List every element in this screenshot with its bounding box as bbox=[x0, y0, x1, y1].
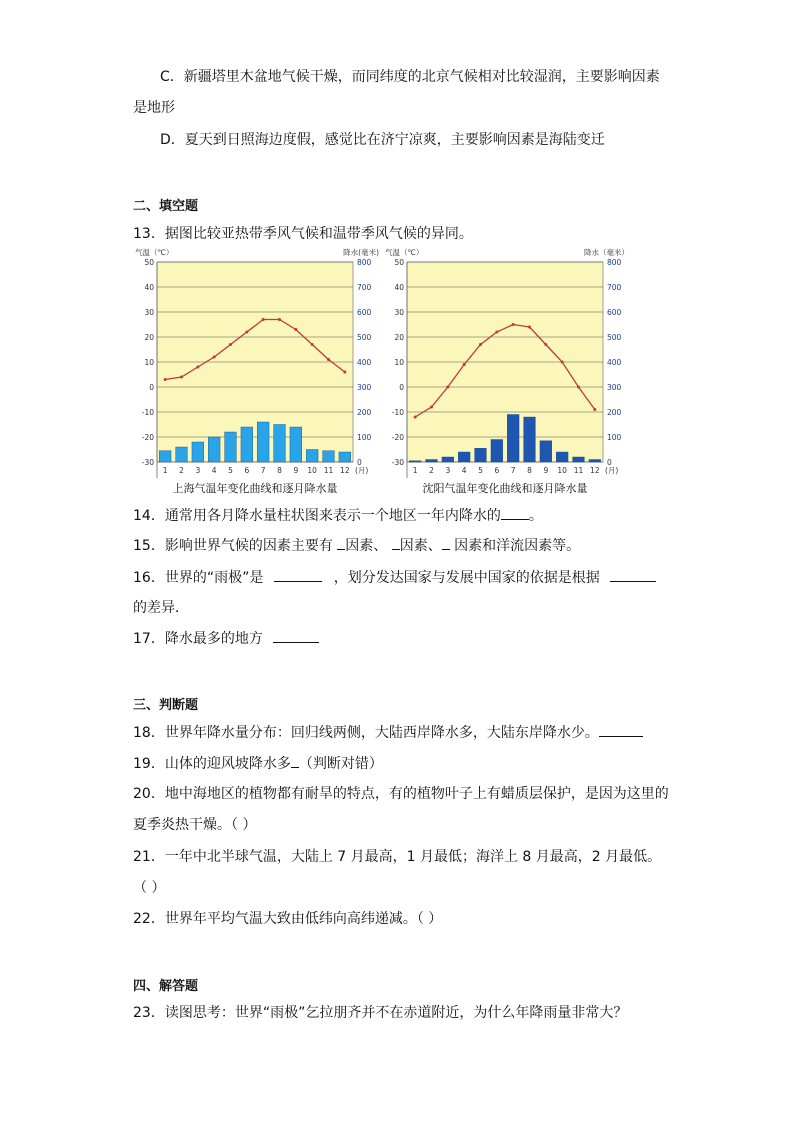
precip-tick-label: 300 bbox=[357, 383, 372, 392]
precip-bar bbox=[306, 450, 318, 463]
question-19-text-b: （判断对错） bbox=[298, 756, 383, 772]
question-16-text-b: ，划分发达国家与发展中国家的依据是根据 bbox=[333, 570, 605, 586]
precip-bar bbox=[323, 451, 335, 462]
precip-tick-label: 600 bbox=[607, 308, 622, 317]
temp-tick-label: -10 bbox=[391, 408, 404, 417]
temp-tick-label: 10 bbox=[394, 358, 404, 367]
question-15-text-b: 因素、 bbox=[345, 538, 392, 554]
temp-axis-label: 气温（℃） bbox=[385, 248, 424, 257]
question-18 bbox=[133, 722, 643, 743]
precip-tick-label: 700 bbox=[607, 283, 622, 292]
precip-bar bbox=[458, 452, 470, 462]
temperature-point bbox=[512, 323, 515, 326]
precip-tick-label: 400 bbox=[357, 358, 372, 367]
temp-tick-label: 0 bbox=[399, 383, 404, 392]
temp-tick-label: 50 bbox=[394, 258, 404, 267]
month-tick-label: 2 bbox=[429, 466, 434, 475]
temperature-point bbox=[544, 343, 547, 346]
month-unit-label: (月) bbox=[355, 466, 369, 475]
chart-title: 上海气温年变化曲线和逐月降水量 bbox=[172, 482, 338, 495]
option-d: D．夏天到日照海边度假，感觉比在济宁凉爽，主要影响因素是海陆变迁 bbox=[160, 132, 605, 148]
precip-bar bbox=[524, 417, 536, 462]
temperature-point bbox=[414, 416, 417, 419]
question-14-text: 14．通常用各月降水量柱状图来表示一个地区一年内降水的 bbox=[133, 508, 501, 524]
precip-tick-label: 300 bbox=[607, 383, 622, 392]
month-tick-label: 7 bbox=[260, 466, 266, 475]
temp-tick-label: 30 bbox=[394, 308, 404, 317]
precip-tick-label: 400 bbox=[607, 358, 622, 367]
answer-blank-18[interactable] bbox=[599, 722, 643, 737]
precip-bar bbox=[339, 452, 351, 462]
chart-shenyang bbox=[383, 246, 633, 502]
answer-blank-14[interactable] bbox=[501, 505, 529, 520]
month-tick-label: 10 bbox=[557, 466, 567, 475]
temperature-point bbox=[479, 343, 482, 346]
month-tick-label: 12 bbox=[340, 466, 350, 475]
precip-tick-label: 600 bbox=[357, 308, 372, 317]
temperature-point bbox=[495, 331, 498, 334]
temp-tick-label: 20 bbox=[394, 333, 404, 342]
temperature-point bbox=[430, 406, 433, 409]
option-c-line2: 是地形 bbox=[133, 100, 175, 116]
precip-tick-label: 100 bbox=[357, 433, 372, 442]
temp-tick-label: -20 bbox=[391, 433, 404, 442]
question-16-line2: 的差异． bbox=[133, 600, 189, 616]
month-tick-label: 11 bbox=[323, 466, 334, 475]
precip-tick-label: 200 bbox=[607, 408, 622, 417]
precip-tick-label: 200 bbox=[357, 408, 372, 417]
question-17 bbox=[133, 628, 319, 649]
question-19-text-a: 19．山体的迎风坡降水多 bbox=[133, 756, 291, 772]
section-heading-true-false: 三、判断题 bbox=[133, 698, 199, 713]
precip-tick-label: 800 bbox=[607, 258, 622, 267]
answer-blank-15b[interactable] bbox=[392, 535, 400, 550]
chart-title: 沈阳气温年变化曲线和逐月降水量 bbox=[422, 482, 588, 495]
month-tick-label: 9 bbox=[293, 466, 299, 475]
temperature-point bbox=[561, 361, 564, 364]
temperature-point bbox=[262, 318, 265, 321]
question-22: 22．世界年平均气温大致由低纬向高纬递减。（ ） bbox=[133, 911, 443, 927]
section-heading-fill-blank: 二、填空题 bbox=[133, 199, 199, 214]
temp-tick-label: -30 bbox=[141, 458, 154, 467]
precip-bar bbox=[426, 460, 438, 463]
precip-bar bbox=[241, 427, 253, 462]
question-21-line2: （ ） bbox=[133, 880, 166, 896]
temp-tick-label: 20 bbox=[144, 333, 154, 342]
chart-shanghai bbox=[133, 246, 383, 502]
temperature-point bbox=[528, 326, 531, 329]
question-20-line1: 20．地中海地区的植物都有耐旱的特点，有的植物叶子上有蜡质层保护，是因为这里的 bbox=[133, 786, 669, 802]
question-17-text: 17．降水最多的地方 bbox=[133, 631, 268, 647]
temp-tick-label: -30 bbox=[391, 458, 404, 467]
temp-tick-label: 10 bbox=[144, 358, 154, 367]
precip-axis-label: 降水（毫米） bbox=[584, 248, 629, 257]
month-unit-label: (月) bbox=[605, 466, 619, 475]
precip-bar bbox=[507, 415, 519, 463]
month-tick-label: 2 bbox=[179, 466, 184, 475]
month-tick-label: 3 bbox=[445, 466, 451, 475]
precip-bar bbox=[159, 451, 171, 462]
question-15-text-c: 因素、 bbox=[399, 538, 442, 554]
precip-bar bbox=[409, 461, 421, 462]
temperature-point bbox=[446, 386, 449, 389]
precip-tick-label: 700 bbox=[357, 283, 372, 292]
precip-bar bbox=[475, 448, 487, 462]
precip-bar bbox=[589, 460, 601, 463]
precip-tick-label: 500 bbox=[607, 333, 622, 342]
question-14-end: 。 bbox=[528, 508, 543, 524]
question-18-text: 18．世界年降水量分布：回归线两侧，大陆西岸降水多，大陆东岸降水少。 bbox=[133, 725, 599, 741]
question-16-text-a: 16．世界的“雨极”是 bbox=[133, 570, 268, 586]
question-19 bbox=[133, 753, 383, 774]
chart-shenyang-svg bbox=[383, 246, 633, 498]
month-tick-label: 11 bbox=[573, 466, 584, 475]
precip-bar bbox=[257, 422, 269, 462]
precip-bar bbox=[442, 457, 454, 462]
precip-bar bbox=[491, 440, 503, 463]
question-20-line2: 夏季炎热干燥。（ ） bbox=[133, 817, 257, 833]
month-tick-label: 5 bbox=[478, 466, 483, 475]
month-tick-label: 10 bbox=[307, 466, 317, 475]
month-tick-label: 1 bbox=[412, 466, 418, 475]
temp-tick-label: 0 bbox=[149, 383, 154, 392]
chart-shanghai-svg bbox=[133, 246, 383, 498]
temperature-point bbox=[577, 386, 580, 389]
temperature-point bbox=[245, 331, 248, 334]
temperature-point bbox=[196, 366, 199, 369]
month-tick-label: 8 bbox=[277, 466, 282, 475]
answer-blank-16a[interactable] bbox=[274, 567, 322, 582]
temp-axis-label: 气温（℃） bbox=[135, 248, 174, 257]
temperature-point bbox=[463, 363, 466, 366]
month-tick-label: 6 bbox=[494, 466, 500, 475]
question-15 bbox=[133, 535, 580, 556]
question-13: 13．据图比较亚热带季风气候和温带季风气候的异同。 bbox=[133, 226, 473, 242]
precip-tick-label: 0 bbox=[607, 458, 612, 467]
question-21-line1: 21．一年中北半球气温，大陆上 7 月最高，1 月最低；海洋上 8 月最高，2 月最低。 bbox=[133, 849, 662, 865]
precip-tick-label: 100 bbox=[607, 433, 622, 442]
month-tick-label: 7 bbox=[510, 466, 516, 475]
temp-tick-label: 50 bbox=[144, 258, 154, 267]
month-tick-label: 1 bbox=[162, 466, 168, 475]
section-heading-answer: 四、解答题 bbox=[133, 979, 199, 994]
temperature-point bbox=[294, 328, 297, 331]
month-tick-label: 5 bbox=[228, 466, 233, 475]
precip-axis-label: 降水(毫米) bbox=[343, 248, 379, 257]
temperature-point bbox=[213, 356, 216, 359]
precip-bar bbox=[208, 437, 220, 462]
temperature-point bbox=[311, 343, 314, 346]
temperature-point bbox=[278, 318, 281, 321]
temperature-point bbox=[327, 358, 330, 361]
precip-bar bbox=[176, 447, 188, 462]
precip-bar bbox=[274, 425, 286, 463]
temperature-point bbox=[343, 371, 346, 374]
temp-tick-label: 40 bbox=[144, 283, 154, 292]
question-16 bbox=[133, 567, 656, 588]
answer-blank-16b[interactable] bbox=[610, 567, 656, 582]
question-15-text-a: 15．影响世界气候的因素主要有 bbox=[133, 538, 338, 554]
option-c-line1: C．新疆塔里木盆地气候干燥，而同纬度的北京气候相对比较湿润，主要影响因素 bbox=[160, 69, 660, 85]
temp-tick-label: 30 bbox=[144, 308, 154, 317]
temperature-point bbox=[164, 378, 167, 381]
precip-bar bbox=[225, 432, 237, 462]
precip-bar bbox=[540, 441, 552, 462]
temp-tick-label: 40 bbox=[394, 283, 404, 292]
question-23: 23．读图思考：世界“雨极”乞拉朋齐并不在赤道附近，为什么年降雨量非常大？ bbox=[133, 1005, 628, 1021]
month-tick-label: 6 bbox=[244, 466, 250, 475]
question-14 bbox=[133, 505, 543, 526]
month-tick-label: 12 bbox=[590, 466, 600, 475]
answer-blank-15c[interactable] bbox=[442, 535, 450, 550]
precip-tick-label: 0 bbox=[357, 458, 362, 467]
answer-blank-17[interactable] bbox=[273, 628, 319, 643]
temperature-point bbox=[593, 408, 596, 411]
temp-tick-label: -20 bbox=[141, 433, 154, 442]
month-tick-label: 3 bbox=[195, 466, 201, 475]
precip-bar bbox=[192, 442, 204, 462]
answer-blank-19[interactable] bbox=[291, 753, 299, 768]
month-tick-label: 4 bbox=[461, 466, 467, 475]
temp-tick-label: -10 bbox=[141, 408, 154, 417]
precip-tick-label: 500 bbox=[357, 333, 372, 342]
month-tick-label: 4 bbox=[211, 466, 217, 475]
temperature-point bbox=[229, 343, 232, 346]
precip-bar bbox=[573, 457, 585, 462]
question-15-text-d: 因素和洋流因素等。 bbox=[449, 538, 581, 554]
precip-bar bbox=[290, 427, 302, 462]
precip-bar bbox=[556, 452, 568, 462]
precip-tick-label: 800 bbox=[357, 258, 372, 267]
temperature-point bbox=[180, 376, 183, 379]
month-tick-label: 8 bbox=[527, 466, 532, 475]
month-tick-label: 9 bbox=[543, 466, 549, 475]
